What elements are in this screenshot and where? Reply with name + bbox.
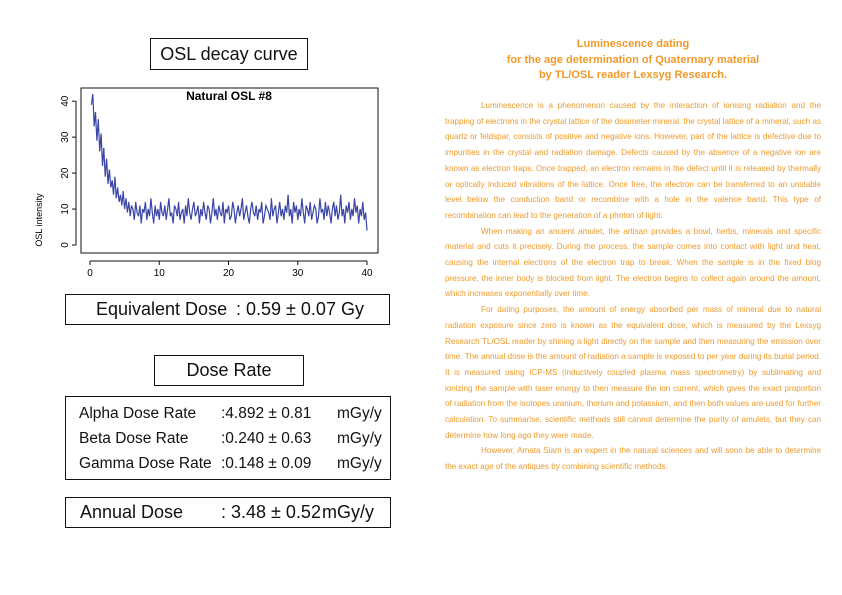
- osl-series-line: [91, 94, 367, 231]
- annual-dose-box: [65, 497, 391, 528]
- y-tick-label: 40: [60, 95, 71, 107]
- dose-rate-title: Dose Rate: [186, 360, 272, 380]
- alpha-dose-row: [79, 405, 389, 427]
- y-tick-label: 20: [60, 167, 71, 179]
- article-paragraph: However, Amata Siam is an expert in the natural sciences and will soon be able to determine the exact age of the antiques by combining scientific methods.: [445, 446, 821, 472]
- alpha-dose-label: Alpha Dose Rate: [79, 405, 197, 422]
- article-title-line: for the age determination of Quaternary material: [506, 53, 760, 66]
- gamma-dose-row: [79, 455, 389, 477]
- article-paragraph: When making an ancient amulet, the artisan provides a bowl, herbs, minerals and specific material and cuts it precisely. During the process, the sample comes into contact with light and heat, causing the internal electrons of the electron trap to break. When the sample is in the fixed blog pressure, the inner body is blocked from light. The electron begins to collect again around the amount, which increases exponentially over time.: [445, 226, 821, 299]
- y-axis: [60, 95, 76, 248]
- chart-plot-title: Natural OSL #8: [186, 89, 272, 103]
- annual-dose-value: : 3.48 ± 0.52: [221, 502, 321, 522]
- gamma-dose-label: Gamma Dose Rate: [79, 455, 212, 472]
- article-title: [445, 37, 821, 84]
- osl-chart-svg: [28, 80, 388, 285]
- equivalent-dose-unit: Gy: [341, 299, 365, 319]
- x-tick-label: 20: [222, 268, 235, 279]
- x-tick-label: 40: [361, 268, 373, 279]
- article-body: [445, 98, 821, 475]
- beta-dose-value: :0.240 ± 0.63: [221, 430, 312, 447]
- alpha-dose-unit: mGy/y: [337, 405, 382, 422]
- article-paragraph: For dating purposes, the amount of energy absorbed per mass of mineral due to natural radiation exposure since zero is known as the equivalent dose, which is measured by the Lexsyg Research TL/OSL reader by shining a light directly on the sample and then measuring the emission over time. The annual dose is the amount of radiation a sample is exposed to per year during its burial period. It is measured using ICP-MS (inductively coupled plasma mass spectrometry) by sublimating and ionizing the sample with laser energy to then measure the ion current, which gives the exact proportion of radiation from the isotopes uranium, thorium and potassium, and then both values are used for further calculation. To summarise, scientific methods still cannot determine the purity of amulets, but they can determine how long ago they were made.: [445, 305, 821, 440]
- dose-rates-box: [65, 396, 391, 480]
- chart-section-title: OSL decay curve: [160, 43, 298, 64]
- annual-dose-label: Annual Dose: [80, 502, 184, 522]
- y-tick-label: 10: [60, 203, 71, 215]
- y-tick-label: 30: [60, 131, 71, 143]
- equivalent-dose-box: [65, 294, 390, 325]
- beta-dose-row: [79, 430, 389, 452]
- plot-frame: [81, 88, 378, 253]
- equivalent-dose-value: : 0.59 ± 0.07: [236, 299, 336, 319]
- article-paragraph: Luminescence is a phenomenon caused by the interaction of ionising radiation and the trapping of electrons in the crystal lattice of the dosimeter mineral. the crystal lattice of a mineral, such as quartz or feldspar, consists of positive and negative ions. However, part of the lattice is defective due to impurities in the crystal and radiation damage. Defects caused by the absence of a negative ion are known as electron traps. Once trapped, an electron remains in the defect until it is released by thermally or optically induced vibrations of the lattice. Once free, the electron can be transferred to an unstable level below the conduction band or recombine with a hole in the valence band. This type of recombination can lead to the generation of a photon of light.: [445, 101, 821, 220]
- article-title-line: Luminescence dating: [576, 38, 690, 50]
- article-title-line: by TL/OSL reader Lexsyg Research.: [538, 69, 728, 81]
- x-tick-label: 0: [87, 268, 93, 279]
- equivalent-dose-label: Equivalent Dose: [96, 299, 228, 319]
- osl-decay-chart: [28, 80, 388, 285]
- chart-title-box: [150, 38, 308, 70]
- alpha-dose-value: :4.892 ± 0.81: [221, 405, 312, 422]
- beta-dose-label: Beta Dose Rate: [79, 430, 189, 447]
- annual-dose-unit: mGy/y: [322, 502, 374, 522]
- gamma-dose-value: :0.148 ± 0.09: [221, 455, 312, 472]
- dose-rate-title-box: [154, 355, 304, 386]
- y-axis-label: OSL intensity: [34, 193, 44, 247]
- gamma-dose-unit: mGy/y: [337, 455, 382, 472]
- beta-dose-unit: mGy/y: [337, 430, 382, 447]
- y-tick-label: 0: [60, 242, 71, 248]
- x-tick-label: 10: [153, 268, 165, 279]
- x-axis: [87, 261, 373, 279]
- x-tick-label: 30: [292, 268, 304, 279]
